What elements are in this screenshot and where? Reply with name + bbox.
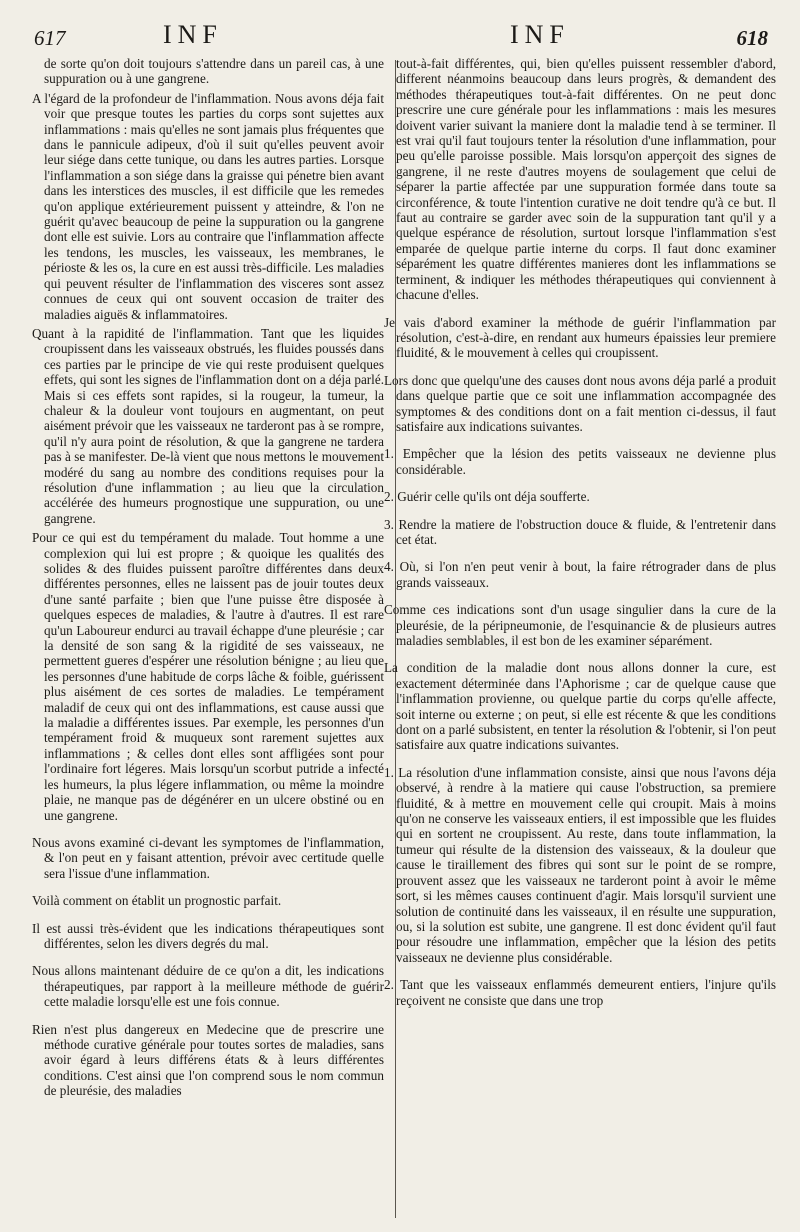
numbered-item: 3. Rendre la matiere de l'obstruction douce & fluide, & l'entretenir dans cet état. [384, 516, 776, 547]
right-column [384, 56, 776, 1012]
left-running-head: INF [163, 20, 223, 49]
paragraph: Rien n'est plus dangereux en Medecine que de prescrire une méthode curative générale pour toutes sortes de maladies, sans avoir égard à leurs différens états & à leurs différentes conditions. C'est ainsi que l'on comprend sous le nom commun de pleurésie, des maladies [32, 1021, 384, 1099]
paragraph: A l'égard de la profondeur de l'inflammation. Nous avons déja fait voir que presque toutes les parties du corps sont sujettes aux inflammations : mais qu'elles ne sont jamais plus fréquentes que dans le pannicule adipeux, d'où il suit qu'elles peuvent avoir leur siége dans cette tunique, ou dans les autres parties. Lorsque l'inflammation a son siége dans la graisse qui pénetre bien avant dans les interstices des muscles, il est difficile que les remedes qu'on applique extérieurement puissent y atteindre, & l'on ne guérit qu'avec beaucoup de peine la suppuration ou la gangrene dont elle est suivie. Lors au contraire que l'inflammation affecte les tendons, les muscles, les vaisseaux, les membranes, le périoste & les os, la cure en est aussi très-difficile. Les maladies qui peuvent résulter de l'inflammation des visceres sont assez connues de ceux qui ont souvent occasion de traiter des maladies aiguës & inflammatoires. [32, 90, 384, 322]
paragraph: Comme ces indications sont d'un usage singulier dans la cure de la pleurésie, de la péripneumonie, de l'esquinancie & de plusieurs autres maladies semblables, il est bon de les examiner séparément. [384, 602, 776, 648]
paragraph: Lors donc que quelqu'une des causes dont nous avons déja parlé a produit dans quelque partie que ce soit une inflammation accompagnée des symptomes & des conditions dont on a fait mention ci-dessus, il faut satisfaire aux indications suivantes. [384, 372, 776, 434]
right-page-number: 618 [736, 26, 768, 50]
numbered-item: 4. Où, si l'on n'en peut venir à bout, la faire rétrograder dans de plus grands vaisseaux. [384, 559, 776, 590]
numbered-item: 1. Empêcher que la lésion des petits vaisseaux ne devienne plus considérable. [384, 446, 776, 477]
paragraph: tout-à-fait différentes, qui, bien qu'elles puissent ressembler d'abord, different néanmoins beaucoup dans leurs progrès, & demandent des méthodes thérapeutiques tout-à-fait différentes. On ne peut donc prescrire une cure générale pour les inflammations : mais les mesures doivent varier suivant la maniere dont la maladie tend à se terminer. Il est vrai qu'il faut toujours tenter la résolution d'une inflammation, pour peu qu'elle paroisse possible. Mais lorsqu'on apperçoit des signes de gangrene, il ne reste d'autres moyens de soulagement que celui de séparer la partie affectée par une suppuration formée dans toute sa circonférence, & toute l'intention curative ne doit tendre qu'à ce but. Il faut au contraire se garder avec soin de la suppuration tant qu'il y a quelque espérance de résolution, surtout lorsque l'inflammation s'est emparée de quelque partie interne du corps. Il faut donc examiner séparément les quatre différentes manieres dont les inflammations se terminent, & indiquer les méthodes thérapeutiques qui conviennent à chacune d'elles. [396, 56, 776, 303]
numbered-item: 2. Tant que les vaisseaux enflammés demeurent entiers, l'injure qu'ils reçoivent ne consiste que dans une trop [384, 977, 776, 1008]
paragraph: de sorte qu'on doit toujours s'attendre dans un pareil cas, à une suppuration ou à une gangrene. [44, 56, 384, 87]
paragraph: Quant à la rapidité de l'inflammation. Tant que les liquides croupissent dans les vaisseaux obstrués, les fluides poussés dans ces parties par le principe de vie qui reste produisent quelques effets, qui sont les signes de l'inflammation dont on a déja parlé. Mais si ces effets sont rapides, si la rougeur, la tumeur, la chaleur & la douleur vont toujours en augmentant, on peut aisément prévoir que les vaisseaux ne tarderont pas à se rompre, qu'il n'y aura point de résolution, & que la gangrene ne tardera pas à se manifester. De-là vient que nous mettons le mouvement modéré du sang au nombre des conditions requises pour la résolution d'une inflammation ; au lieu que la circulation accélérée des humeurs prognostique une suppuration, ou une gangrene. [32, 325, 384, 526]
left-page-number: 617 [34, 26, 66, 50]
right-running-head: INF [510, 20, 570, 49]
numbered-item: 1. La résolution d'une inflammation consiste, ainsi que nous l'avons déja observé, à rendre à la matiere qui cause l'obstruction, sa premiere fluidité, & à mettre en mouvement celle qui croupit. Mais à moins qu'on ne conserve les vaisseaux entiers, il est impossible que les fluides qui en sortent ne croupissent. Au reste, dans toute inflammation, la tumeur qui résulte de la distension des vaisseaux, & la douleur que cause le tiraillement des fibres qui sont sur le point de se rompre, prouvent assez que les vaisseaux ne tarderont point à avoir le même sort, si les mêmes causes continuent d'agir. Mais lorsqu'il survient une solution de continuité dans les vaisseaux, il en résulte une suppuration, ou, si la solution est subite, une gangrene. Il est donc évident qu'il faut pour résoudre une inflammation, empêcher que la lésion des petits vaisseaux ne devienne plus considérable. [384, 764, 776, 965]
paragraph: Voilà comment on établit un prognostic parfait. [32, 893, 282, 909]
paragraph: Nous avons examiné ci-devant les symptomes de l'inflammation, & l'on peut en y faisant attention, prévoir avec certitude quelle sera l'issue d'une inflammation. [32, 834, 384, 881]
paragraph: La condition de la maladie dont nous allons donner la cure, est exactement déterminée dans l'Aphorisme ; car de quelque cause que l'inflammation provienne, ou quelque partie du corps qu'elle affecte, soit interne ou externe ; on peut, si elle est récente & que les conditions dont on a parlé subsistent, en tenter la résolution & l'obtenir, si l'on peut satisfaire aux quatre indications suivantes. [384, 660, 776, 753]
numbered-item: 2. Guérir celle qu'ils ont déja soufferte. [384, 489, 590, 505]
paragraph: Il est aussi très-évident que les indications thérapeutiques sont différentes, selon les divers degrés du mal. [32, 920, 384, 951]
paragraph: Pour ce qui est du tempérament du malade. Tout homme a une complexion qui lui est propre ; & quoique les qualités des solides & des fluides puissent paroître différentes dans deux différentes personnes, elles ne laissent pas de jouir toutes deux d'une santé parfaite ; bien que l'une puisse être disposée à quelques especes de maladies, & l'autre à d'autres. Il est rare qu'un Laboureur endurci au travail échappe d'une pleurésie ; car la densité de son sang & la rigidité de ses vaisseaux, ne permettent gueres d'espérer une résolution bénigne ; au lieu que les personnes d'une habitude de corps lâche & foible, guérissent plus aisément de ces sortes de maladies. Le tempérament maladif de ceux qui ont des inflammations, est cause aussi que la maladie a différentes issues. Par exemple, les personnes d'un tempérament froid & muqueux sont rarement sujettes aux inflammations ; & celles dont elles sont affligées sont pour l'ordinaire fort légeres. Mais lorsqu'un scorbut putride a infecté les humeurs, la plus légere inflammation, ou même la moindre plaie, ne manque pas de dégénérer en un ulcere obstiné ou en une gangrene. [32, 530, 384, 823]
left-column [32, 56, 384, 1103]
running-header [28, 18, 772, 58]
paragraph: Nous allons maintenant déduire de ce qu'on a dit, les indications thérapeutiques, par rapport à la meilleure méthode de guérir cette maladie lorsqu'elle est une fois connue. [32, 963, 384, 1010]
paragraph: Je vais d'abord examiner la méthode de guérir l'inflammation par résolution, c'est-à-dire, en rendant aux humeurs épaissies leur premiere fluidité, & le mouvement à celles qui croupissent. [384, 314, 776, 361]
